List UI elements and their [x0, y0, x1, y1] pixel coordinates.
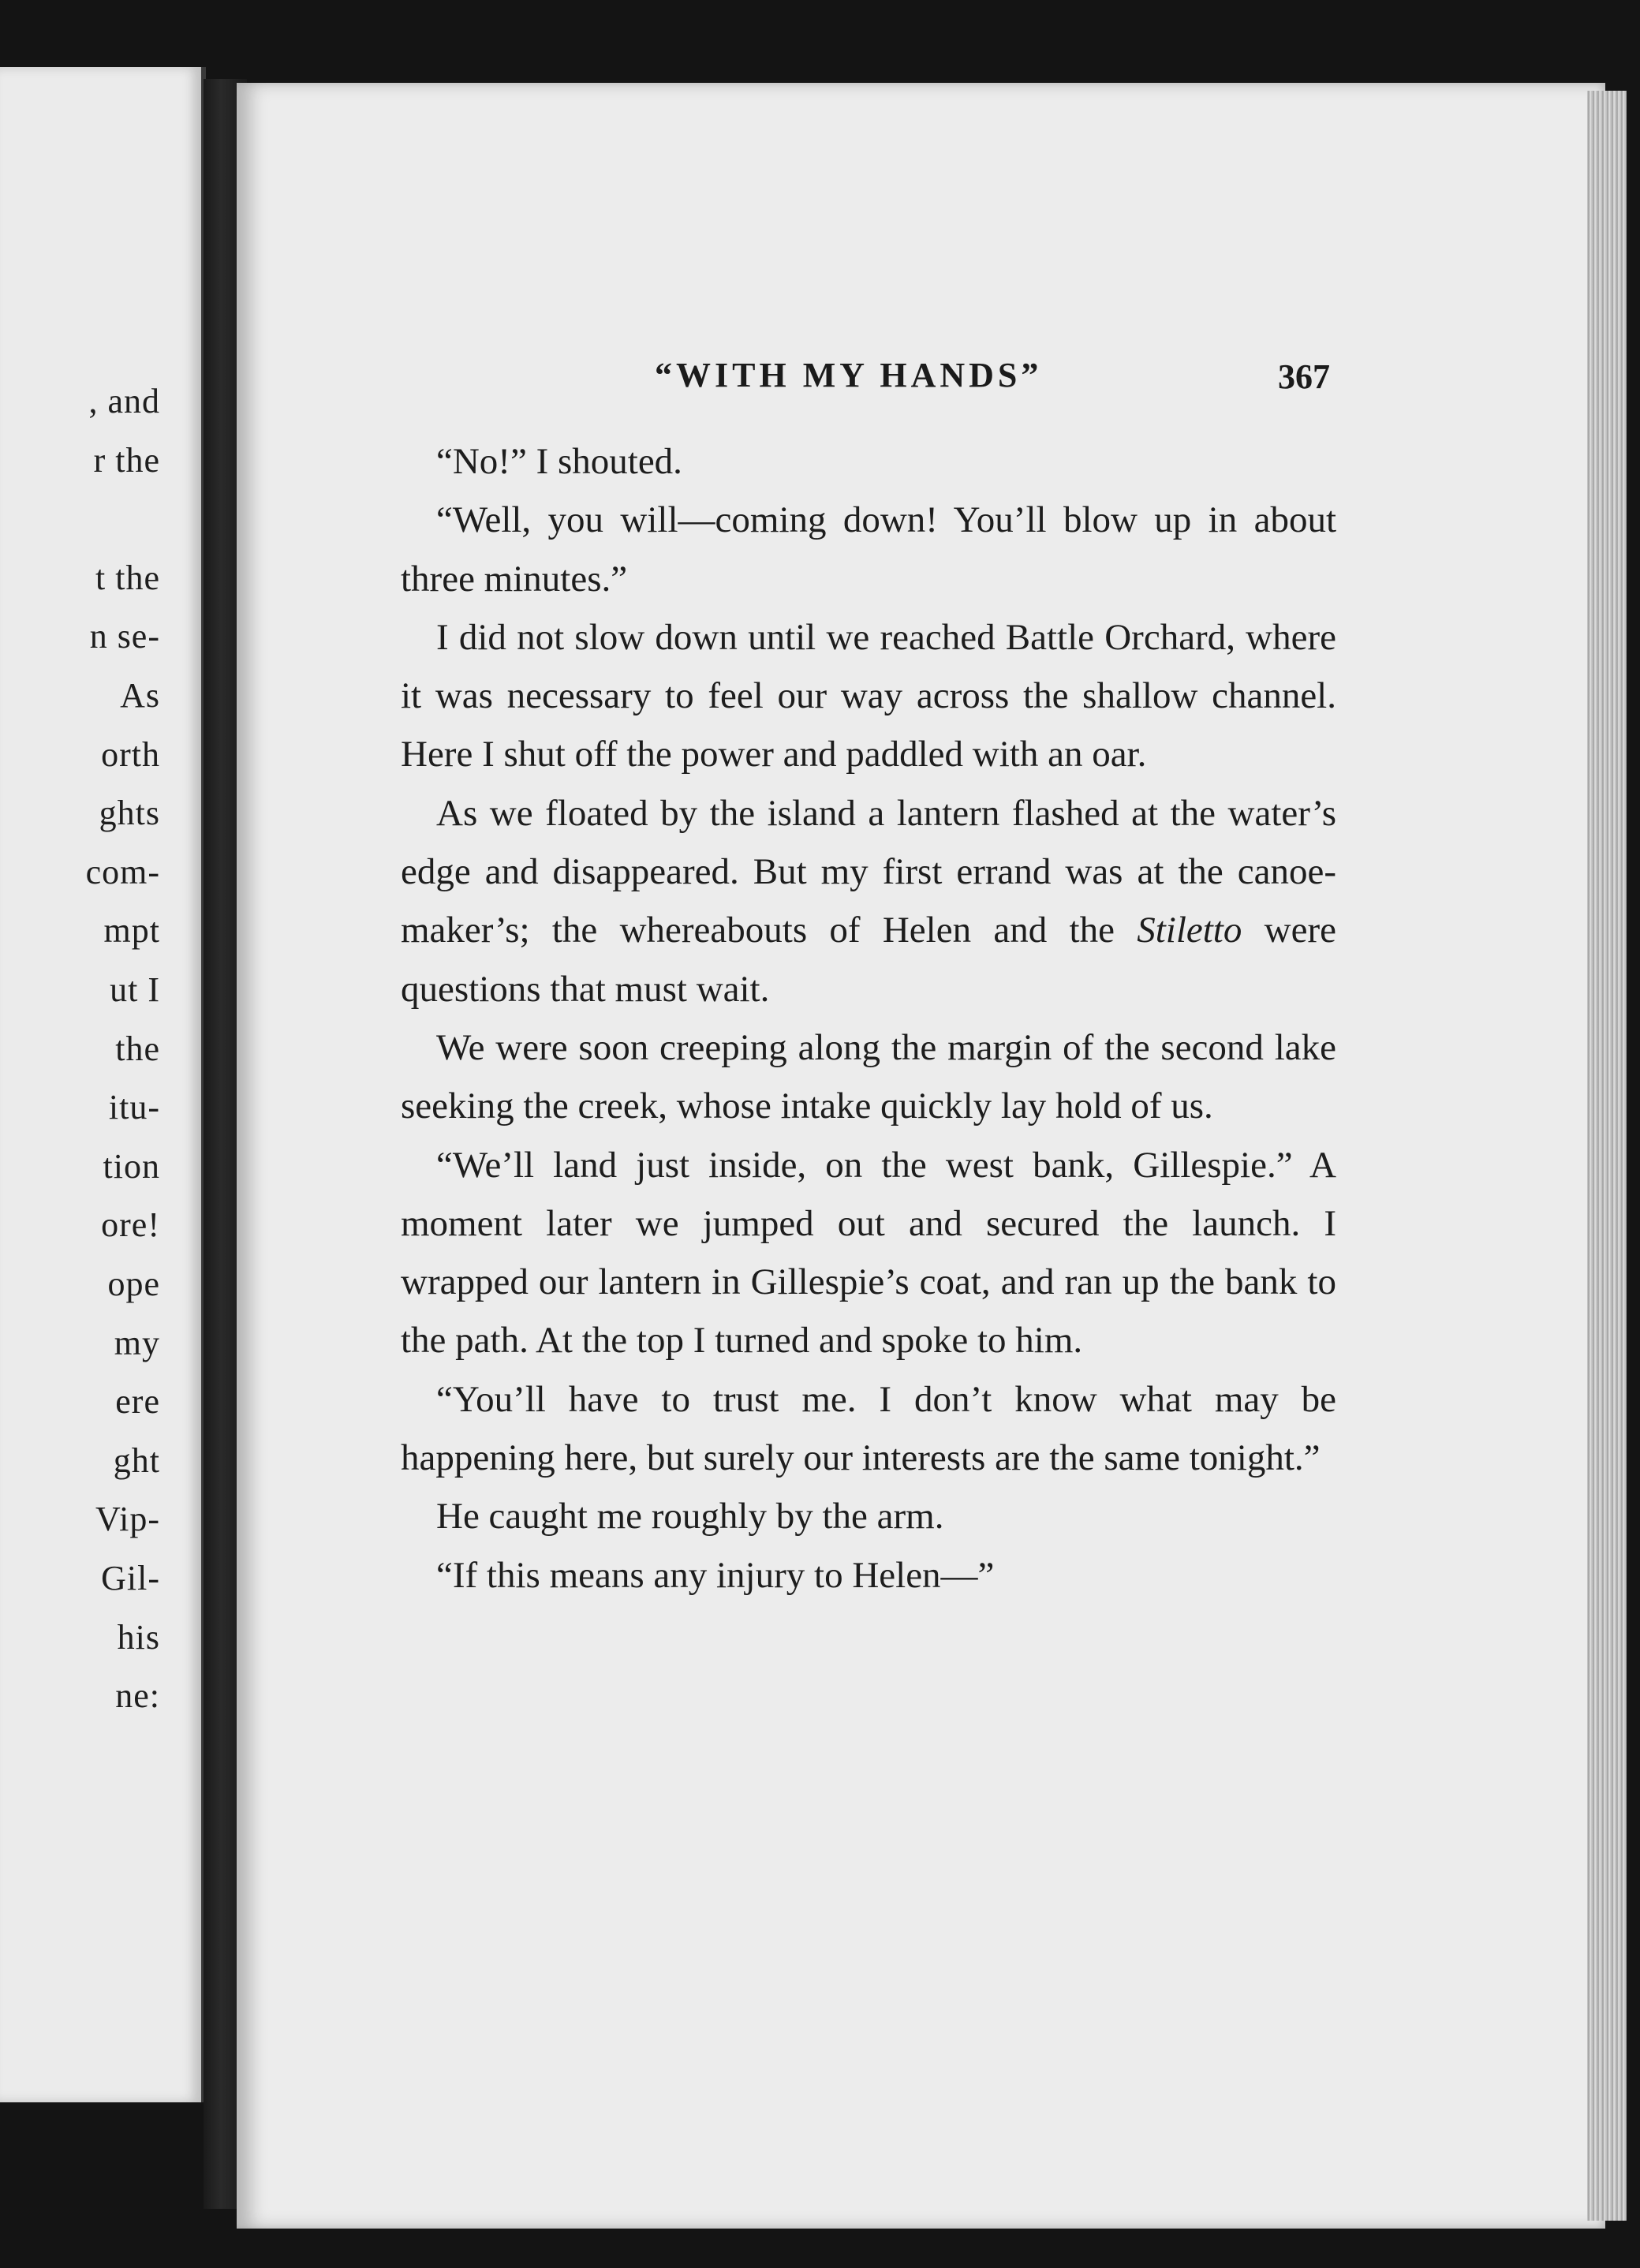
left-page-line: mpt [103, 911, 160, 951]
left-page-line: ut I [110, 970, 160, 1009]
left-page-line: his [117, 1617, 160, 1657]
left-page-line: ghts [99, 794, 160, 833]
left-facing-page [0, 67, 206, 2102]
paragraph [401, 784, 1336, 1018]
left-page-line: As [120, 676, 160, 715]
left-page-line: com- [85, 852, 160, 891]
paragraph: “No!” I shouted. [436, 441, 682, 482]
left-page-text [0, 67, 201, 2102]
left-page-line: t the [95, 558, 160, 597]
left-page-line: n se- [89, 617, 160, 656]
paragraph: He caught me roughly by the arm. [436, 1496, 944, 1538]
body-text [401, 432, 1336, 1605]
left-page-line: , and [88, 382, 160, 420]
paragraph-text: were questions that must wait. [401, 910, 1336, 1010]
left-page-line: ore! [101, 1205, 160, 1245]
page-edges [1587, 91, 1627, 2221]
paragraph: “We’ll land just inside, on the west bank, Gillespie.” A moment later we jumped out and secured the launch. I wrapped our lantern in Gillespie’s coat, and ran up the bank to the path. At the top I turned and spoke to him. [401, 1144, 1336, 1362]
paragraph: “If this means any injury to Helen—” [436, 1554, 995, 1596]
paragraph-text: As we floated by the island a lantern flashed at the water’s edge and disappeared. But my first errand was at the canoe-maker’s; the whereabouts of Helen and the [401, 792, 1336, 951]
paragraph: “Well, you will—coming down! You’ll blow up in about three minutes.” [401, 499, 1336, 600]
paragraph: “You’ll have to trust me. I don’t know what may be happening here, but surely our interests are the same tonight.” [401, 1378, 1336, 1479]
ship-name: Stiletto [1137, 910, 1242, 951]
left-page-line: r the [93, 440, 160, 480]
left-page-line: my [114, 1323, 160, 1362]
left-page-line: ght [113, 1440, 160, 1480]
paragraph: I did not slow down until we reached Battle Orchard, where it was necessary to feel our way across the shallow channel. Here I shut off the power and paddled with an oar. [401, 616, 1336, 775]
left-page-line: orth [101, 734, 160, 774]
running-header: “WITH MY HANDS” [655, 356, 1043, 394]
left-page-line: the [115, 1029, 160, 1068]
left-page-line: ere [115, 1382, 160, 1422]
left-page-line: Vip- [95, 1500, 160, 1539]
page-number: 367 [1278, 357, 1330, 396]
left-page-line: itu- [108, 1088, 160, 1127]
paragraph: We were soon creeping along the margin of the second lake seeking the creek, whose intake quickly lay hold of us. [401, 1026, 1336, 1127]
left-page-line: tion [103, 1146, 160, 1186]
left-page-line: ope [107, 1265, 160, 1303]
left-page-line: ne: [115, 1676, 160, 1716]
left-page-line: Gil- [101, 1559, 160, 1597]
